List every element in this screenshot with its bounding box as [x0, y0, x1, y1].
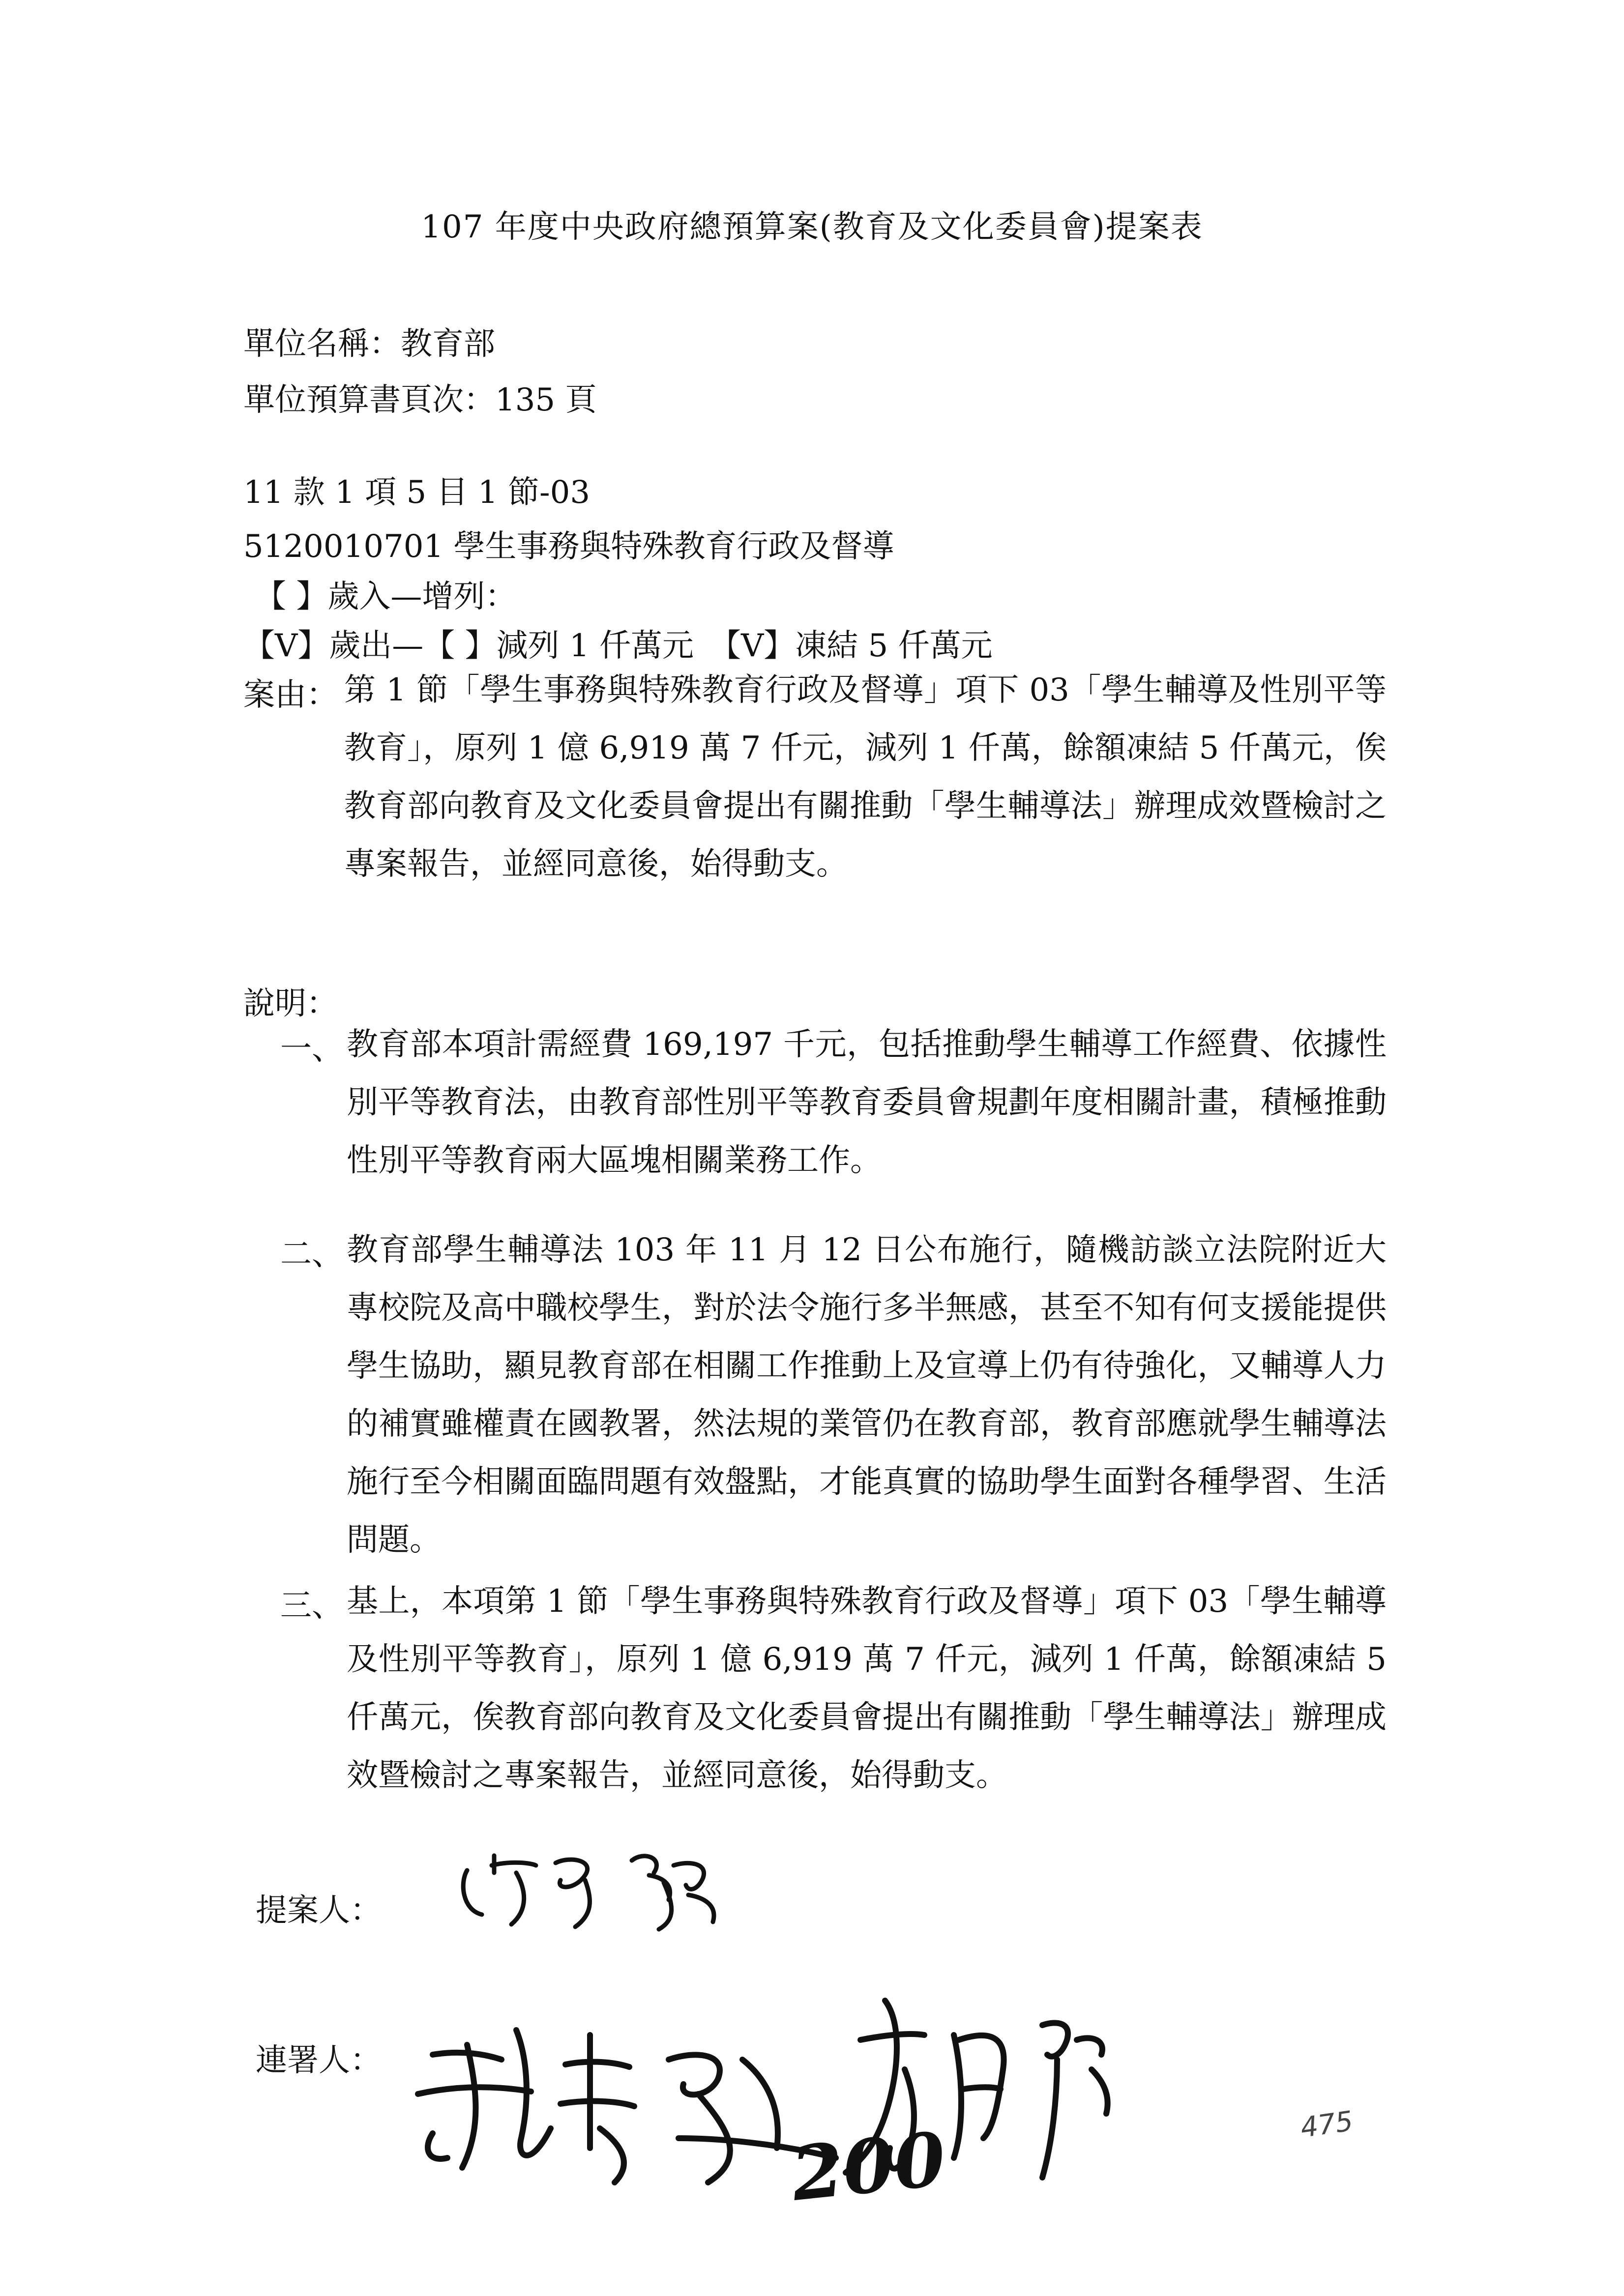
program-name: 5120010701 學生事務與特殊教育行政及督導	[243, 528, 894, 565]
cosigner-label: 連署人：	[256, 2042, 382, 2079]
cosigner-signatures	[403, 1981, 1337, 2256]
item-code: 11 款 1 項 5 目 1 節-03	[243, 474, 591, 511]
explanation-text: 基上，本項第 1 節「學生事務與特殊教育行政及督導」項下 03「學生輔導及性別平等教育」，原列 1 億 6,919 萬 7 仟元，減列 1 仟萬，餘額凍結 5 仟萬元，俟教育部向教育及文化委員會提出有關推動「學生輔導法」辦理成效暨檢討之專案報告，並經同意後，始得動支。	[347, 1583, 1387, 1794]
expenditure-line: 【V】歲出—【 】減列 1 仟萬元 【V】凍結 5 仟萬元	[243, 628, 993, 664]
handwritten-note: 475	[1298, 2105, 1355, 2145]
unit-budget-page: 單位預算書頁次：135 頁	[243, 382, 597, 418]
document-title: 107 年度中央政府總預算案(教育及文化委員會)提案表	[421, 209, 1203, 245]
unit-name: 單位名稱：教育部	[243, 326, 495, 362]
explanation-label: 說明：	[243, 986, 338, 1022]
proposer-label: 提案人：	[256, 1892, 382, 1929]
explanation-number: 二、	[280, 1236, 343, 1273]
explanation-number: 一、	[280, 1031, 343, 1067]
explanation-text: 教育部本項計需經費 169,197 千元，包括推動學生輔導工作經費、依據性別平等教育法，由教育部性別平等教育委員會規劃年度相關計畫，積極推動性別平等教育兩大區塊相關業務工作。	[347, 1026, 1387, 1179]
handwritten-number: 200	[787, 2116, 950, 2218]
case-text: 第 1 節「學生事務與特殊教育行政及督導」項下 03「學生輔導及性別平等教育」，原列 1 億 6,919 萬 7 仟元，減列 1 仟萬，餘額凍結 5 仟萬元，俟教育部向教育及文化委員會提出有關推動「學生輔導法」辦理成效暨檢討之專案報告，並經同意後，始得動支。	[344, 672, 1387, 882]
proposer-signature	[457, 1836, 772, 1934]
explanation-number: 三、	[280, 1588, 343, 1624]
explanation-text: 教育部學生輔導法 103 年 11 月 12 日公布施行，隨機訪談立法院附近大專校院及高中職校學生，對於法令施行多半無感，甚至不知有何支援能提供學生協助，顯見教育部在相關工作推動上及宣導上仍有待強化，又輔導人力的補實雖權責在國教署，然法規的業管仍在教育部，教育部應就學生輔導法施行至今相關面臨問題有效盤點，才能真實的協助學生面對各種學習、生活問題。	[347, 1232, 1387, 1558]
case-label: 案由：	[243, 677, 338, 713]
revenue-line: 【 】歲入—增列：	[255, 579, 517, 615]
